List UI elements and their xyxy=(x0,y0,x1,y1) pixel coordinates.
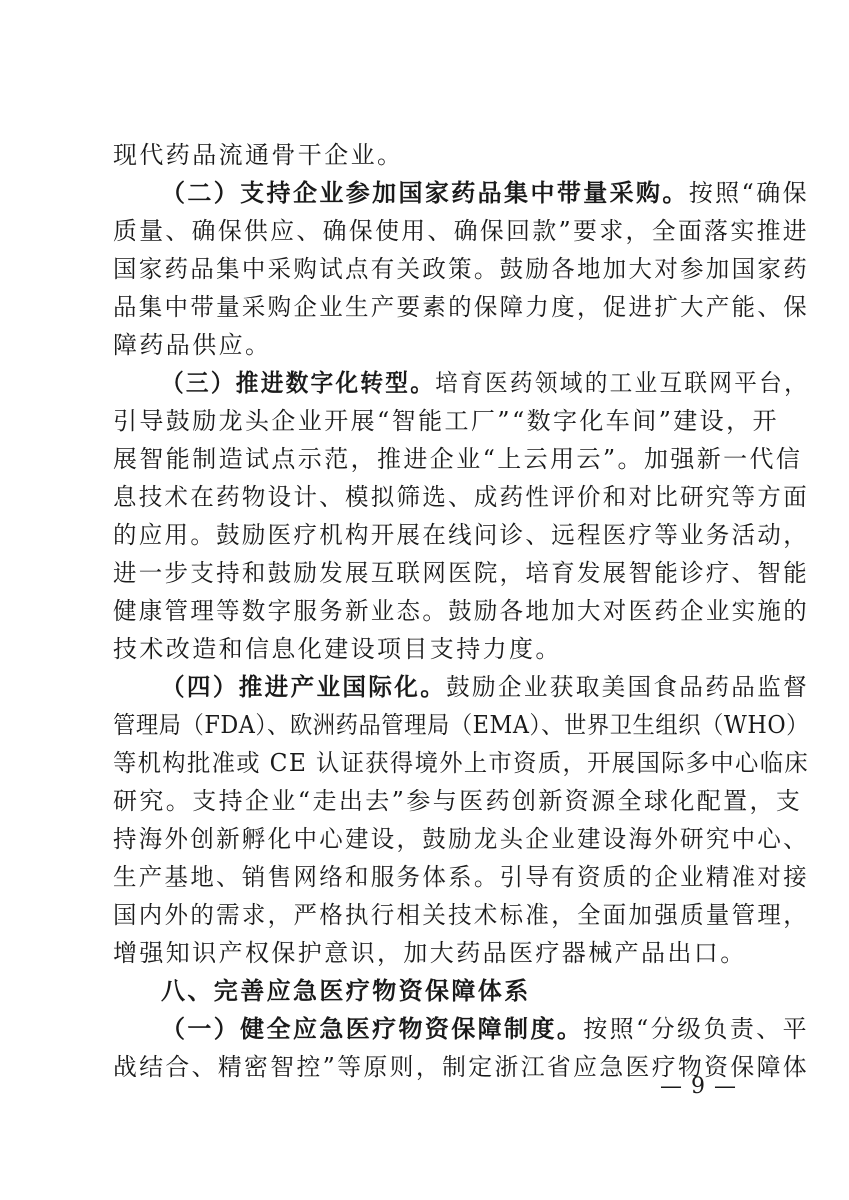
body-text-line: 进一步支持和鼓励发展互联网医院，培育发展智能诊疗、智能 xyxy=(113,559,809,587)
body-text-line: 国内外的需求，严格执行相关技术标准，全面加强质量管理， xyxy=(113,901,809,929)
body-text-line: 管理局（FDA）、欧洲药品管理局（EMA）、世界卫生组织（WHO） xyxy=(113,711,809,739)
body-text-line: 战结合、精密智控”等原则，制定浙江省应急医疗物资保障体 xyxy=(113,1053,809,1081)
page-number: — 9 — xyxy=(660,1074,737,1099)
body-text-line: 障药品供应。 xyxy=(113,331,272,359)
body-text-line: 等机构批准或 CE 认证获得境外上市资质，开展国际多中心临床 xyxy=(113,749,809,777)
body-text-line: 的应用。鼓励医疗机构开展在线问诊、远程医疗等业务活动， xyxy=(113,521,809,549)
section-subheading: （一）健全应急医疗物资保障制度。 xyxy=(161,1015,584,1043)
body-text-line: 增强知识产权保护意识，加大药品医疗器械产品出口。 xyxy=(113,939,747,967)
body-text-line: 引导鼓励龙头企业开展“智能工厂”“数字化车间”建设，开 xyxy=(113,407,779,435)
body-text-line: 展智能制造试点示范，推进企业“上云用云”。加强新一代信 xyxy=(113,445,803,473)
body-text-line: 现代药品流通骨干企业。 xyxy=(113,141,404,169)
body-text-line: 研究。支持企业“走出去”参与医药创新资源全球化配置，支 xyxy=(113,787,803,815)
paragraph-start-line: （三）推进数字化转型。培育医药领域的工业互联网平台， xyxy=(161,369,809,397)
paragraph-start-line: （二）支持企业参加国家药品集中带量采购。按照“确保 xyxy=(161,179,809,207)
section-subheading: （二）支持企业参加国家药品集中带量采购。 xyxy=(161,179,689,207)
body-text-line: 技术改造和信息化建设项目支持力度。 xyxy=(113,635,562,663)
body-text-line: 生产基地、销售网络和服务体系。引导有资质的企业精准对接 xyxy=(113,863,809,891)
section-subheading: （四）推进产业国际化。 xyxy=(161,673,447,701)
body-text-line: 健康管理等数字服务新业态。鼓励各地加大对医药企业实施的 xyxy=(113,597,809,625)
body-text-line: 品集中带量采购企业生产要素的保障力度，促进扩大产能、保 xyxy=(113,293,809,321)
section-subheading: （三）推进数字化转型。 xyxy=(161,369,436,397)
paragraph-start-line: （一）健全应急医疗物资保障制度。按照“分级负责、平 xyxy=(161,1015,809,1043)
body-text-line: 持海外创新孵化中心建设，鼓励龙头企业建设海外研究中心、 xyxy=(113,825,809,853)
paragraph-start-line: （四）推进产业国际化。鼓励企业获取美国食品药品监督 xyxy=(161,673,809,701)
body-text-line: 质量、确保供应、确保使用、确保回款”要求，全面落实推进 xyxy=(113,217,809,245)
body-text-line: 息技术在药物设计、模拟筛选、成药性评价和对比研究等方面 xyxy=(113,483,809,511)
body-text-line: 国家药品集中采购试点有关政策。鼓励各地加大对参加国家药 xyxy=(113,255,809,283)
section-heading: 八、完善应急医疗物资保障体系 xyxy=(161,977,531,1005)
